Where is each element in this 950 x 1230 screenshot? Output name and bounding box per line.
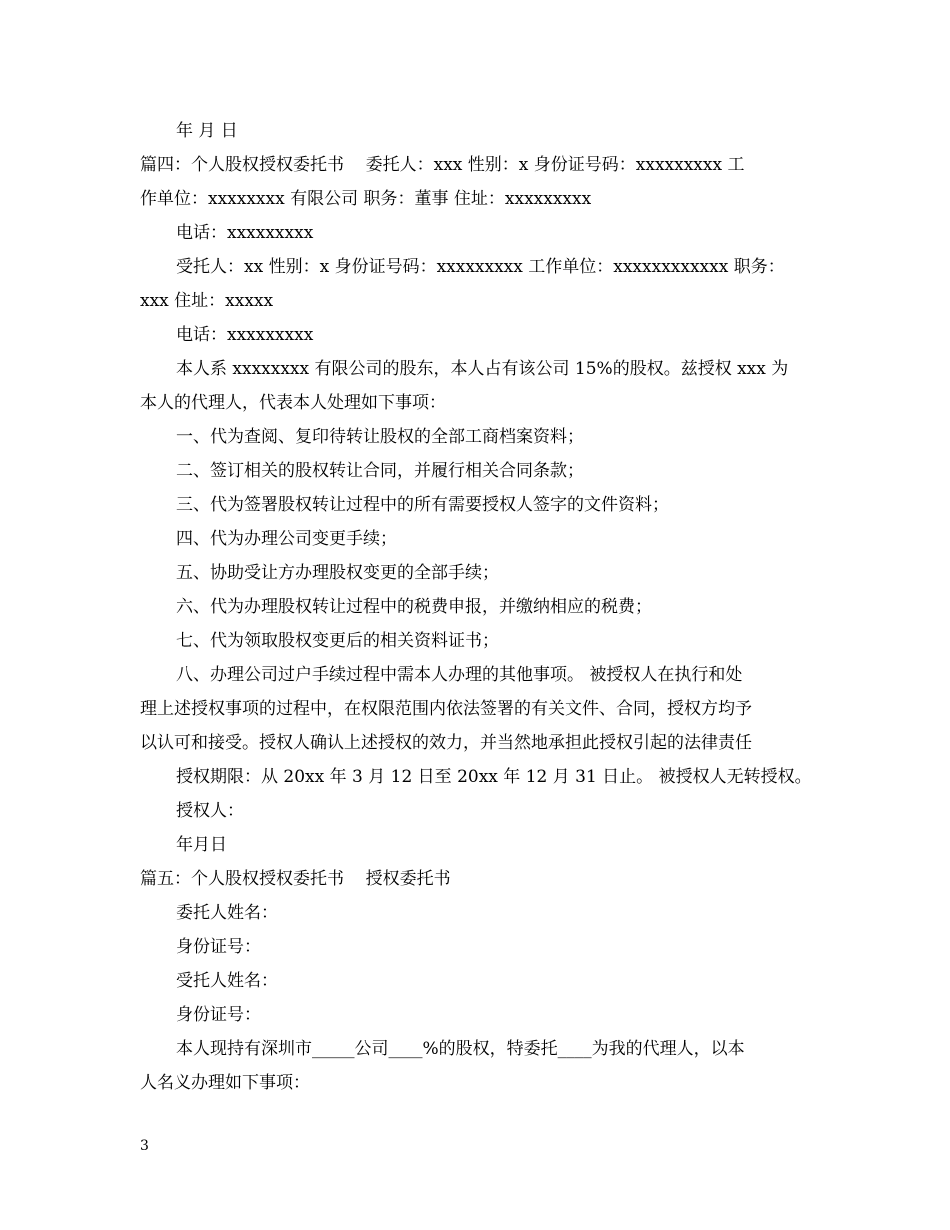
text-line: 本人的代理人，代表本人处理如下事项： <box>140 393 446 413</box>
text-line: 授权期限：从 20xx 年 3 月 12 日至 20xx 年 12 月 31 日止。 被授权人无转授权。 <box>176 767 812 787</box>
text-line: xxx 住址：xxxxx <box>140 291 274 311</box>
text-line: 篇四：个人股权授权委托书 委托人：xxx 性别：x 身份证号码：xxxxxxxxx 工 <box>140 155 745 175</box>
text-line: 三、代为签署股权转让过程中的所有需要授权人签字的文件资料； <box>176 495 669 515</box>
text-line: 电话：xxxxxxxxx <box>176 223 314 243</box>
text-line: 身份证号： <box>176 937 261 957</box>
text-line: 理上述授权事项的过程中，在权限范围内依法签署的有关文件、合同，授权方均予 <box>140 699 752 719</box>
text-line: 委托人姓名： <box>176 903 278 923</box>
text-line: 受托人：xx 性别：x 身份证号码：xxxxxxxxx 工作单位：xxxxxxxxxxxx 职务： <box>176 257 785 277</box>
text-line: 身份证号： <box>176 1005 261 1025</box>
document-body <box>140 114 816 1100</box>
text-line: 年 月 日 <box>176 121 238 141</box>
text-line: 七、代为领取股权变更后的相关资料证书； <box>176 631 499 651</box>
text-line: 以认可和接受。授权人确认上述授权的效力，并当然地承担此授权引起的法律责任 <box>140 733 752 753</box>
text-line: 作单位：xxxxxxxx 有限公司 职务：董事 住址：xxxxxxxxx <box>140 189 592 209</box>
text-line: 四、代为办理公司变更手续； <box>176 529 397 549</box>
text-line: 一、代为查阅、复印待转让股权的全部工商档案资料； <box>176 427 584 447</box>
text-line: 八、办理公司过户手续过程中需本人办理的其他事项。 被授权人在执行和处 <box>176 665 743 685</box>
text-line: 电话：xxxxxxxxx <box>176 325 314 345</box>
text-line: 受托人姓名： <box>176 971 278 991</box>
page-number: 3 <box>140 1138 149 1154</box>
text-line: 二、签订相关的股权转让合同，并履行相关合同条款； <box>176 461 584 481</box>
text-line: 篇五：个人股权授权委托书 授权委托书 <box>140 869 451 889</box>
text-line: 本人现持有深圳市_____公司____%的股权，特委托____为我的代理人，以本 <box>176 1039 745 1059</box>
text-line: 本人系 xxxxxxxx 有限公司的股东，本人占有该公司 15%的股权。兹授权 xxx 为 <box>176 359 789 379</box>
text-line: 人名义办理如下事项： <box>140 1073 310 1093</box>
text-line: 年月日 <box>176 835 227 855</box>
text-line: 五、协助受让方办理股权变更的全部手续； <box>176 563 499 583</box>
text-line: 六、代为办理股权转让过程中的税费申报，并缴纳相应的税费； <box>176 597 652 617</box>
text-line: 授权人： <box>176 801 244 821</box>
